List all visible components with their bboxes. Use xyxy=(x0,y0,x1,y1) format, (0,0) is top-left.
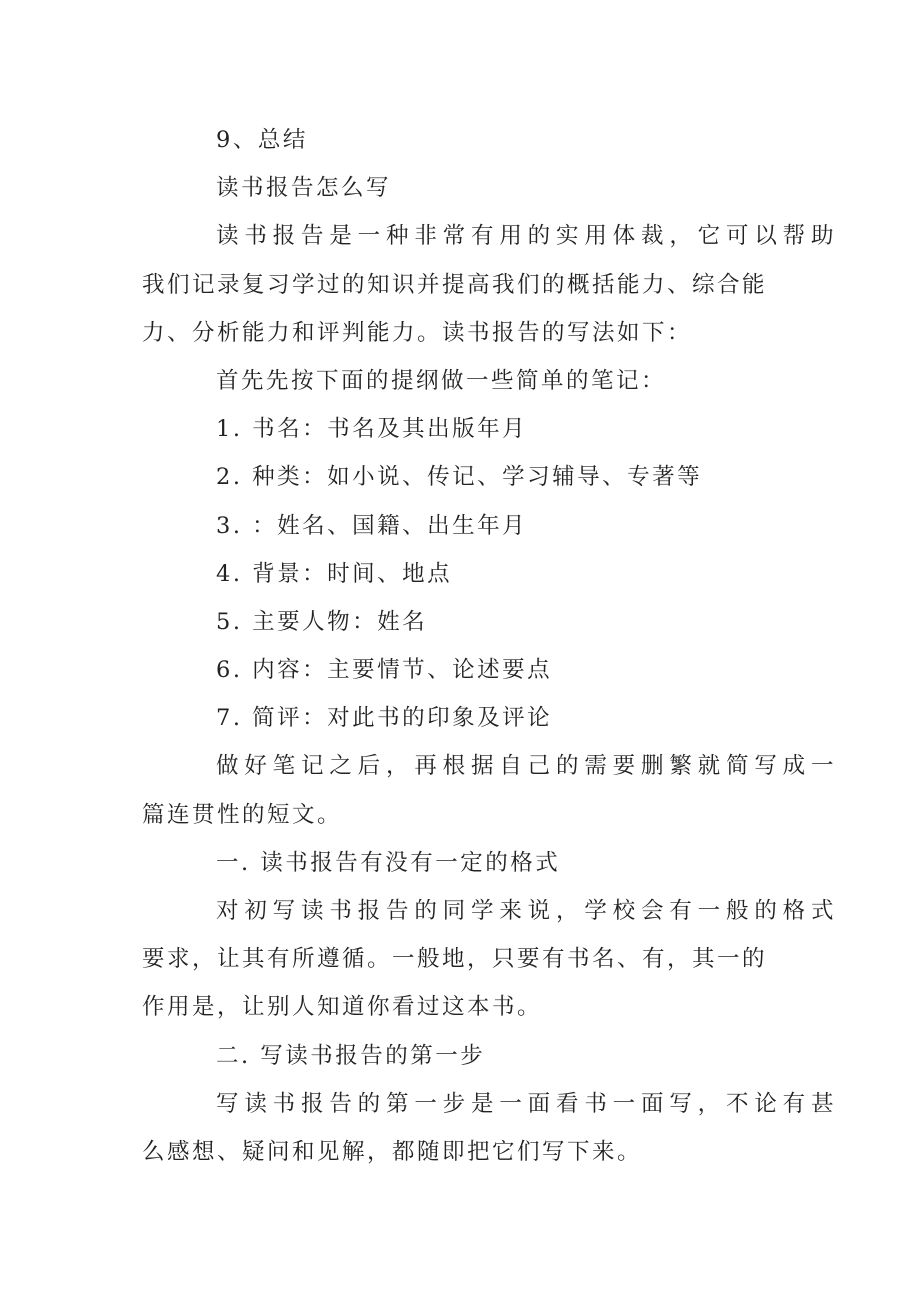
paragraph-line: 对初写读书报告的同学来说，学校会有一般的格式 xyxy=(216,898,836,924)
paragraph-line: 读书报告是一种非常有用的实用体裁，它可以帮助 xyxy=(216,223,836,250)
paragraph-line: 要求，让其有所遵循。一般地，只要有书名、有，其一的 xyxy=(142,946,768,973)
paragraph-line: 写读书报告的第一步是一面看书一面写，不论有甚 xyxy=(216,1090,836,1117)
paragraph-line: 首先先按下面的提纲做一些简单的笔记： xyxy=(216,367,667,394)
paragraph-line: 我们记录复习学过的知识并提高我们的概括能力、综合能 xyxy=(142,271,768,298)
list-item: 7. 简评：对此书的印象及评论 xyxy=(216,705,553,732)
list-item: 5. 主要人物：姓名 xyxy=(216,608,428,635)
document-body xyxy=(142,116,836,1176)
line-summary-heading: 9、总结 xyxy=(216,127,308,153)
line-how-to-write-heading: 读书报告怎么写 xyxy=(216,175,392,202)
list-item: 1. 书名：书名及其出版年月 xyxy=(216,416,528,443)
paragraph-line: 做好笔记之后，再根据自己的需要删繁就简写成一 xyxy=(216,753,836,780)
paragraph-line: 作用是，让别人知道你看过这本书。 xyxy=(142,994,543,1021)
paragraph-line: 篇连贯性的短文。 xyxy=(142,801,343,828)
paragraph-line: 力、分析能力和评判能力。读书报告的写法如下： xyxy=(142,319,693,346)
list-item: 6. 内容：主要情节、论述要点 xyxy=(216,657,553,684)
list-item: 4. 背景：时间、地点 xyxy=(216,560,453,587)
list-item: 2. 种类：如小说、传记、学习辅导、专著等 xyxy=(216,464,703,491)
section-heading: 二. 写读书报告的第一步 xyxy=(216,1042,486,1069)
paragraph-line: 么感想、疑问和见解，都随即把它们写下来。 xyxy=(142,1138,643,1165)
list-item: 3. ：姓名、国籍、出生年月 xyxy=(216,512,528,539)
section-heading: 一. 读书报告有没有一定的格式 xyxy=(216,849,561,876)
